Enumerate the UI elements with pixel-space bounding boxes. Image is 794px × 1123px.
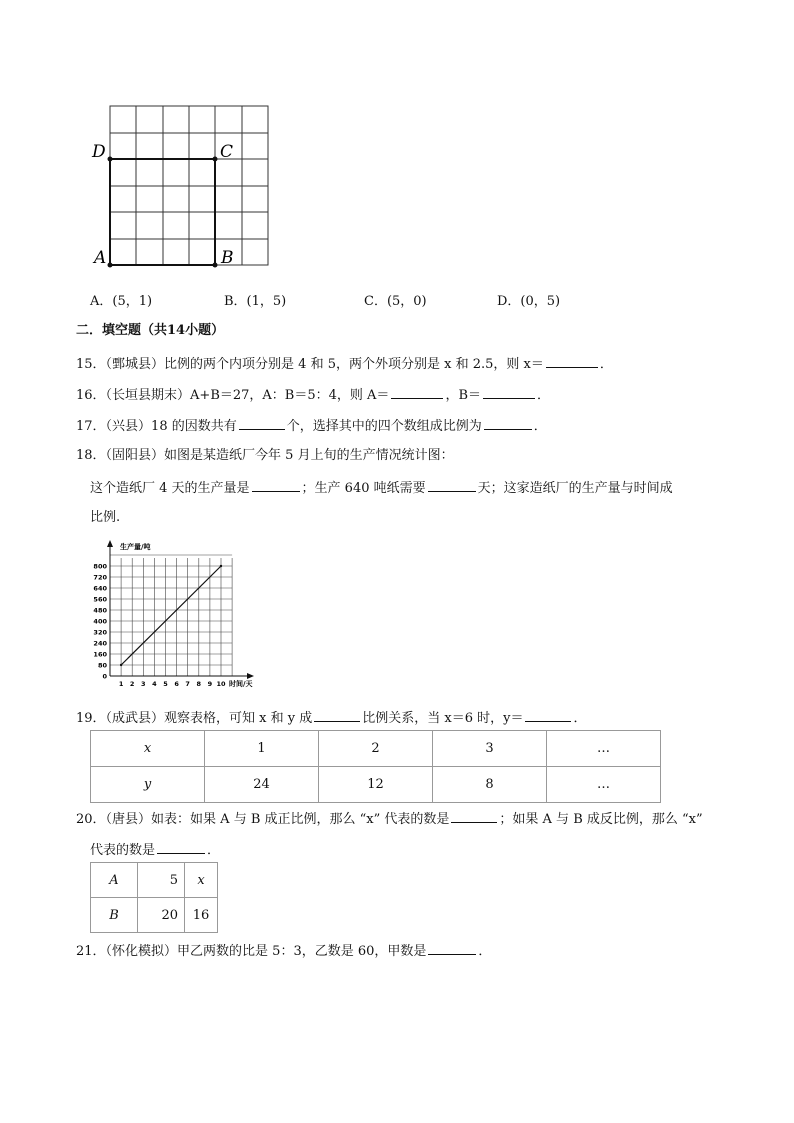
q18-text-a: 这个造纸厂 4 天的生产量是 [90, 481, 250, 496]
x-tick-label: 10 [216, 680, 226, 688]
table-cell: x [91, 731, 205, 767]
table-cell: 24 [205, 767, 319, 803]
table-cell: … [547, 731, 661, 767]
y-tick-label: 480 [93, 606, 107, 615]
q19-end: ． [573, 711, 587, 726]
q17-blank-a[interactable] [239, 417, 285, 430]
label-c: C [220, 142, 234, 162]
table-cell: A [91, 863, 138, 898]
q16-blank-b[interactable] [483, 386, 535, 399]
y-axis-arrow [107, 540, 113, 547]
question-17 [76, 417, 547, 435]
q16-text-a: 16．（长垣县期末）A+B＝27，A：B＝5：4，则 A＝ [76, 388, 390, 403]
q20-text-b: ；如果 A 与 B 成反比例，那么 “x” [499, 812, 703, 827]
question-19 [76, 709, 586, 727]
table-cell: x [185, 863, 218, 898]
q15-text: 15．（鄄城县）比例的两个内项分别是 4 和 5，两个外项分别是 x 和 2.5，则 x＝ [76, 357, 544, 372]
x-axis-arrow [247, 673, 254, 679]
q21-text: 21．（怀化模拟）甲乙两数的比是 5：3，乙数是 60，甲数是 [76, 944, 427, 959]
data-point [220, 565, 222, 567]
y-tick-label: 640 [93, 584, 107, 593]
x-tick-label: 3 [141, 680, 146, 688]
table-row [91, 898, 218, 933]
q20-end: ． [207, 843, 221, 858]
question-18-line2 [90, 479, 673, 497]
y-tick-label: 80 [97, 661, 107, 670]
point-b [213, 263, 218, 268]
table-row [91, 863, 218, 898]
q15-blank[interactable] [546, 355, 598, 368]
question-18-line3: 比例. [90, 510, 121, 525]
q18-blank-a[interactable] [252, 479, 300, 492]
table-cell: 3 [433, 731, 547, 767]
q20-text-c: 代表的数是 [90, 843, 156, 858]
label-d: D [92, 142, 106, 162]
point-c [213, 157, 218, 162]
table-cell: 12 [319, 767, 433, 803]
q19-blank-b[interactable] [525, 709, 571, 722]
x-tick-label: 6 [174, 680, 179, 688]
y-tick-label: 800 [93, 562, 107, 571]
x-tick-label: 7 [185, 680, 190, 688]
q20-blank-a[interactable] [451, 810, 497, 823]
q20-table [90, 862, 218, 933]
y-tick-label: 720 [93, 573, 107, 582]
question-21 [76, 942, 491, 960]
table-row [91, 767, 661, 803]
option-d[interactable]: D．(0，5) [497, 294, 561, 309]
table-cell: 1 [205, 731, 319, 767]
y-tick-label: 0 [102, 672, 107, 681]
y-tick-label: 320 [93, 628, 107, 637]
q16-text-b: ，B＝ [445, 388, 481, 403]
y-tick-label: 160 [93, 650, 107, 659]
q15-end: ． [599, 357, 613, 372]
q20-blank-b[interactable] [157, 841, 205, 854]
point-a [108, 263, 113, 268]
question-18-line1: 18．（固阳县）如图是某造纸厂今年 5 月上旬的生产情况统计图： [76, 448, 454, 463]
q21-end: ． [478, 944, 492, 959]
q21-blank[interactable] [428, 942, 476, 955]
table-cell: B [91, 898, 138, 933]
question-20-line1 [76, 810, 703, 828]
y-tick-label: 560 [93, 595, 107, 604]
x-axis-label: 时间/天 [229, 680, 253, 688]
question-16 [76, 386, 550, 404]
table-cell: y [91, 767, 205, 803]
q16-end: ． [537, 388, 551, 403]
q18-text-b: ；生产 640 吨纸需要 [301, 481, 426, 496]
table-cell: 20 [138, 898, 185, 933]
x-tick-label: 1 [118, 680, 124, 688]
label-b: B [221, 248, 234, 268]
q17-end: ． [533, 419, 547, 434]
q18-text-c: 天；这家造纸厂的生产量与时间成 [477, 481, 673, 496]
y-tick-label: 240 [93, 639, 107, 648]
y-tick-label: 400 [93, 617, 107, 626]
q19-text-a: 19．（成武县）观察表格，可知 x 和 y 成 [76, 711, 313, 726]
question-15 [76, 355, 613, 373]
production-chart [88, 536, 278, 696]
q19-blank-a[interactable] [314, 709, 360, 722]
table-cell: … [547, 767, 661, 803]
table-cell: 8 [433, 767, 547, 803]
q19-text-b: 比例关系，当 x＝6 时，y＝ [362, 711, 524, 726]
q18-blank-b[interactable] [428, 479, 476, 492]
table-row [91, 731, 661, 767]
x-tick-label: 4 [152, 680, 157, 688]
point-d [108, 157, 113, 162]
option-b[interactable]: B．(1，5) [224, 294, 287, 309]
section-title: 二．填空题（共14小题） [76, 323, 225, 338]
q19-table [90, 730, 661, 803]
q17-text-a: 17．（兴县）18 的因数共有 [76, 419, 237, 434]
x-tick-label: 5 [163, 680, 168, 688]
series-line [121, 566, 221, 665]
label-a: A [94, 248, 107, 268]
q17-text-b: 个，选择其中的四个数组成比例为 [286, 419, 482, 434]
table-cell: 16 [185, 898, 218, 933]
table-cell: 5 [138, 863, 185, 898]
data-point [120, 664, 122, 666]
option-c[interactable]: C．(5，0) [364, 294, 427, 309]
grid-figure [86, 100, 276, 275]
q17-blank-b[interactable] [484, 417, 532, 430]
x-tick-label: 2 [129, 680, 135, 688]
q20-text-a: 20．（唐县）如表：如果 A 与 B 成正比例，那么 “x” 代表的数是 [76, 812, 450, 827]
option-a[interactable]: A．(5，1) [90, 294, 153, 309]
table-cell: 2 [319, 731, 433, 767]
q16-blank-a[interactable] [391, 386, 443, 399]
x-tick-label: 9 [207, 680, 213, 688]
question-20-line2 [90, 841, 220, 859]
y-axis-label: 生产量/吨 [120, 543, 151, 551]
x-tick-label: 8 [196, 680, 202, 688]
